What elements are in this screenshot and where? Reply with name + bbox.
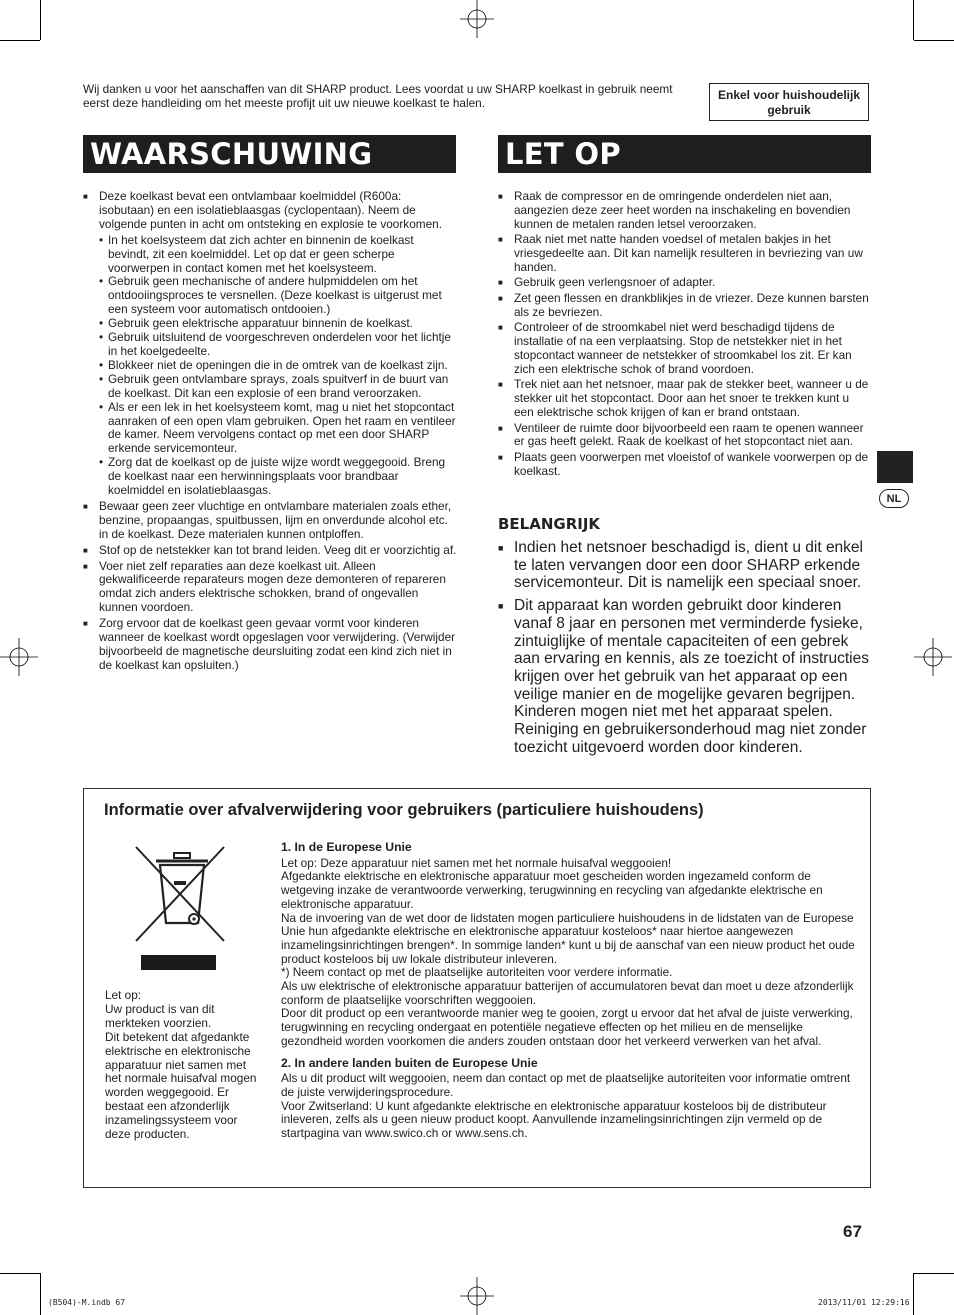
side-note-line: Let op: xyxy=(105,988,142,1002)
important-list xyxy=(498,539,872,756)
disposal-paragraph: Na de invoering van de wet door de lidstaten mogen particuliere huishoudens in de lidstaten van de Europese Unie hun afgedankte elektrische en elektronische apparatuur kosteloos* naar hiertoe aangewezen inzamelingsinrichtingen brengen*. In sommige landen* kunt u bij de aanschaf van een nieuw product het oude product kosteloos bij uw lokale distributeur inleveren. xyxy=(281,910,855,966)
warning-subitem: • Gebruik geen mechanische of andere hulpmiddelen om het ontdooiingsproces te versnellen. (Deze koelkast is uitgerust met een systeem voor automatisch ontdooien.) xyxy=(99,275,457,317)
important-heading: BELANGRIJK xyxy=(498,515,601,533)
caution-item: ■ Gebruik geen verlengsnoer of adapter. xyxy=(498,276,872,290)
crop-mark xyxy=(0,40,40,41)
caution-list xyxy=(498,190,872,479)
footer-timestamp: 2013/11/01 12:29:16 xyxy=(818,1298,910,1307)
caution-item: ■ Trek niet aan het netsnoer, maar pak de stekker beet, wanneer u de stekker uit het stopcontact. Door aan het snoer te trekken kunt u een elektrische schok krijgen of kan er brand ontstaan. xyxy=(498,378,872,420)
crop-mark xyxy=(913,1273,914,1315)
side-note-line: Uw product is van dit merkteken voorzien. xyxy=(105,1001,215,1030)
language-tab-marker xyxy=(877,451,913,483)
disposal-title: Informatie over afvalverwijdering voor gebruikers (particuliere huishoudens) xyxy=(104,801,704,819)
warning-item xyxy=(83,500,457,542)
disposal-paragraph: Let op: Deze apparatuur niet samen met het normale huisafval weggooien! xyxy=(281,855,672,870)
caution-item: ■ Controleer of de stroomkabel niet werd beschadigd tijdens de installatie of na een verplaatsing. Stop de netstekker niet in het stopcontact wanneer de netstekker of stroomkabel los zit. Er kan zich een elektrische schok of brand voordoen. xyxy=(498,321,872,377)
caution-list-container xyxy=(498,190,872,480)
registration-mark-icon xyxy=(0,638,38,676)
crop-mark xyxy=(40,1273,41,1315)
registration-mark-icon xyxy=(458,0,496,38)
caution-item: ■ Raak de compressor en de omringende onderdelen niet aan, aangezien deze zeer heet worden na inschakeling en bovendien kunnen de metalen randen letsel veroorzaken. xyxy=(498,190,872,232)
disposal-paragraph: Als u dit product wilt weggooien, neem dan contact op met de plaatselijke autoriteiten voor informatie omtrent de juiste verwijderingsprocedure. xyxy=(281,1071,851,1099)
household-use-label: Enkel voor huishoudelijk gebruik xyxy=(709,83,869,121)
warning-item-text: Stof op de netstekker kan tot brand leiden. Veeg dit er voorzichtig af. xyxy=(99,542,457,557)
warning-item-text: Bewaar geen zeer vluchtige en ontvlambare materialen zoals ether, benzine, propaangas, spuitbussen, lijm en onverdunde alcohol etc. in de koelkast. Deze materialen kunnen ontploffen. xyxy=(99,498,452,541)
page-number: 67 xyxy=(843,1222,862,1241)
warning-subitem-list xyxy=(99,234,457,498)
important-item: ■ Indien het netsnoer beschadigd is, dient u dit enkel te laten vervangen door een door SHARP erkende servicemonteur. Dit is namelijk een speciaal snoer. xyxy=(498,539,872,592)
disposal-sections xyxy=(281,841,863,1141)
warning-item xyxy=(83,190,457,498)
crop-mark xyxy=(914,40,954,41)
language-badge: NL xyxy=(879,489,909,508)
crop-mark xyxy=(914,1273,954,1274)
warning-item xyxy=(83,544,457,558)
footer-file-info: (B504)-M.indb 67 xyxy=(48,1298,126,1307)
warning-item-text: Deze koelkast bevat een ontvlambaar koelmiddel (R600a: isobutaan) en een isolatieblaasgas (cyclopentaan). Neem de volgende punten in acht om ontsteking en explosie te voorkomen. xyxy=(99,189,442,231)
crop-mark xyxy=(40,0,41,40)
warning-list-container xyxy=(83,190,457,675)
disposal-section-heading: 2. In andere landen buiten de Europese Unie xyxy=(281,1055,538,1070)
warning-subitem: • Gebruik uitsluitend de voorgeschreven onderdelen voor het lichtje in het koelgedeelte. xyxy=(99,331,457,359)
warning-list xyxy=(83,190,457,673)
warning-banner: WAARSCHUWING xyxy=(83,135,456,173)
side-note-line: Dit betekent dat afgedankte elektrische en elektronische apparatuur niet samen met het normale huisafval mogen worden weggegooid. Er bestaat een afzonderlijk inzamelingssysteem voor deze producten. xyxy=(105,1029,257,1142)
disposal-paragraph: *) Neem contact op met de plaatselijke autoriteiten voor verdere informatie. xyxy=(281,965,673,980)
warning-item xyxy=(83,560,457,616)
disposal-paragraph: Als uw elektrische of elektronische apparatuur batterijen of accumulatoren bevat dan moet u deze afzonderlijk conform de plaatselijke voorschriften weggooien. xyxy=(281,979,854,1007)
disposal-paragraph: Voor Zwitserland: U kunt afgedankte elektrische en elektronische apparatuur kosteloos bij de distributeur inleveren, zelfs als u geen nieuw product koopt. Aanvullende inzamelingsinrichtingen zijn vermeld op de startpagina van www.swico.ch or www.sens.ch. xyxy=(281,1098,827,1141)
warning-item-text: Voer niet zelf reparaties aan deze koelkast uit. Alleen gekwalificeerde reparateurs mogen deze demonteren of repareren omdat zich anders elektrische schokken, brand of ongevallen kunnen voordoen. xyxy=(99,558,446,615)
disposal-section-heading: 1. In de Europese Unie xyxy=(281,840,412,854)
caution-item: ■ Raak niet met natte handen voedsel of metalen bakjes in het vriesgedeelte aan. Dit kan namelijk resulteren in bevriezing van uw handen. xyxy=(498,233,872,275)
important-item: ■ Dit apparaat kan worden gebruikt door kinderen vanaf 8 jaar en personen met verminderde fysieke, zintuiglijke of mentale capaciteiten of een gebrek aan ervaring en kennis, als ze toezicht of instructies krijgen over het gebruik van het apparaat op een veilige manier en de mogelijke gevaren begrijpen. Kinderen mogen niet met het apparaat spelen. Reiniging en gebruikersonderhoud mag niet zonder toezicht uitgevoerd worden door kinderen. xyxy=(498,597,872,756)
disposal-side-note xyxy=(105,989,260,1142)
crossed-out-wheelie-bin-icon xyxy=(134,845,228,975)
warning-subitem: • Blokkeer niet de openingen die in de omtrek van de koelkast zijn. xyxy=(99,359,457,373)
warning-subitem: • Als er een lek in het koelsysteem komt, mag u niet het stopcontact aanraken of een open vlam gebruiken. Open het raam en ventileer de kamer. Neem vervolgens contact op met een door SHARP erkende servicemonteur. xyxy=(99,401,457,457)
warning-subitem: • Gebruik geen elektrische apparatuur binnenin de koelkast. xyxy=(99,317,457,331)
important-list-container xyxy=(498,539,872,761)
warning-subitem: • In het koelsysteem dat zich achter en binnenin de koelkast bevindt, zit een koelmiddel. Let op dat er geen scherpe voorwerpen in contact komen met het koelsysteem. xyxy=(99,234,457,276)
caution-item: ■ Zet geen flessen en drankblikjes in de vriezer. Deze kunnen barsten als ze bevriezen. xyxy=(498,292,872,320)
caution-item: ■ Ventileer de ruimte door bijvoorbeeld een raam te openen wanneer er gas heeft gelekt. Raak de koelkast of het stopcontact niet aan. xyxy=(498,422,872,450)
intro-text: Wij danken u voor het aanschaffen van dit SHARP product. Lees voordat u uw SHARP koelkast in gebruik neemt eerst deze handleiding om het meeste profijt uit uw nieuwe koelkast te halen. xyxy=(83,82,673,110)
disposal-paragraph: Afgedankte elektrische en elektronische apparatuur moet gescheiden worden ingezameld conform de wetgeving inzake de verantwoorde verwerking, terugwinning en recycling van afgedankte elektrische en elektronische apparatuur. xyxy=(281,869,823,911)
caution-banner: LET OP xyxy=(498,135,871,173)
caution-item: ■ Plaats geen voorwerpen met vloeistof of wankele voorwerpen op de koelkast. xyxy=(498,451,872,479)
registration-mark-icon xyxy=(458,1277,496,1315)
crop-mark xyxy=(0,1273,40,1274)
warning-item-text: Zorg ervoor dat de koelkast geen gevaar vormt voor kinderen wanneer de koelkast wordt opgeslagen voor verwijdering. (Verwijder bijvoorbeeld de magnetische deursluiting zodat een kind zich niet in de koelkast kan opsluiten.) xyxy=(99,616,456,672)
registration-mark-icon xyxy=(914,638,952,676)
warning-item xyxy=(83,617,457,673)
disposal-paragraph: Door dit product op een verantwoorde manier weg te gooien, zorgt u ervoor dat het afval de juiste verwerking, terugwinning en recycling ondergaat en potentiële negatieve effecten op het milieu en de menselijke gezondheid worden voorkomen die anders zouden ontstaan door het verkeerd verwerken van het afval. xyxy=(281,1006,853,1048)
disposal-info-box xyxy=(83,788,871,1188)
warning-subitem: • Gebruik geen ontvlambare sprays, zoals spuitverf in de buurt van de koelkast. Dit kan een explosie of een brand veroorzaken. xyxy=(99,373,457,401)
warning-subitem: • Zorg dat de koelkast op de juiste wijze wordt weggegooid. Breng de koelkast naar een herwinningsplaats voor brandbaar koelmiddel en isolatieblaasgas. xyxy=(99,456,457,498)
crop-mark xyxy=(913,0,914,40)
